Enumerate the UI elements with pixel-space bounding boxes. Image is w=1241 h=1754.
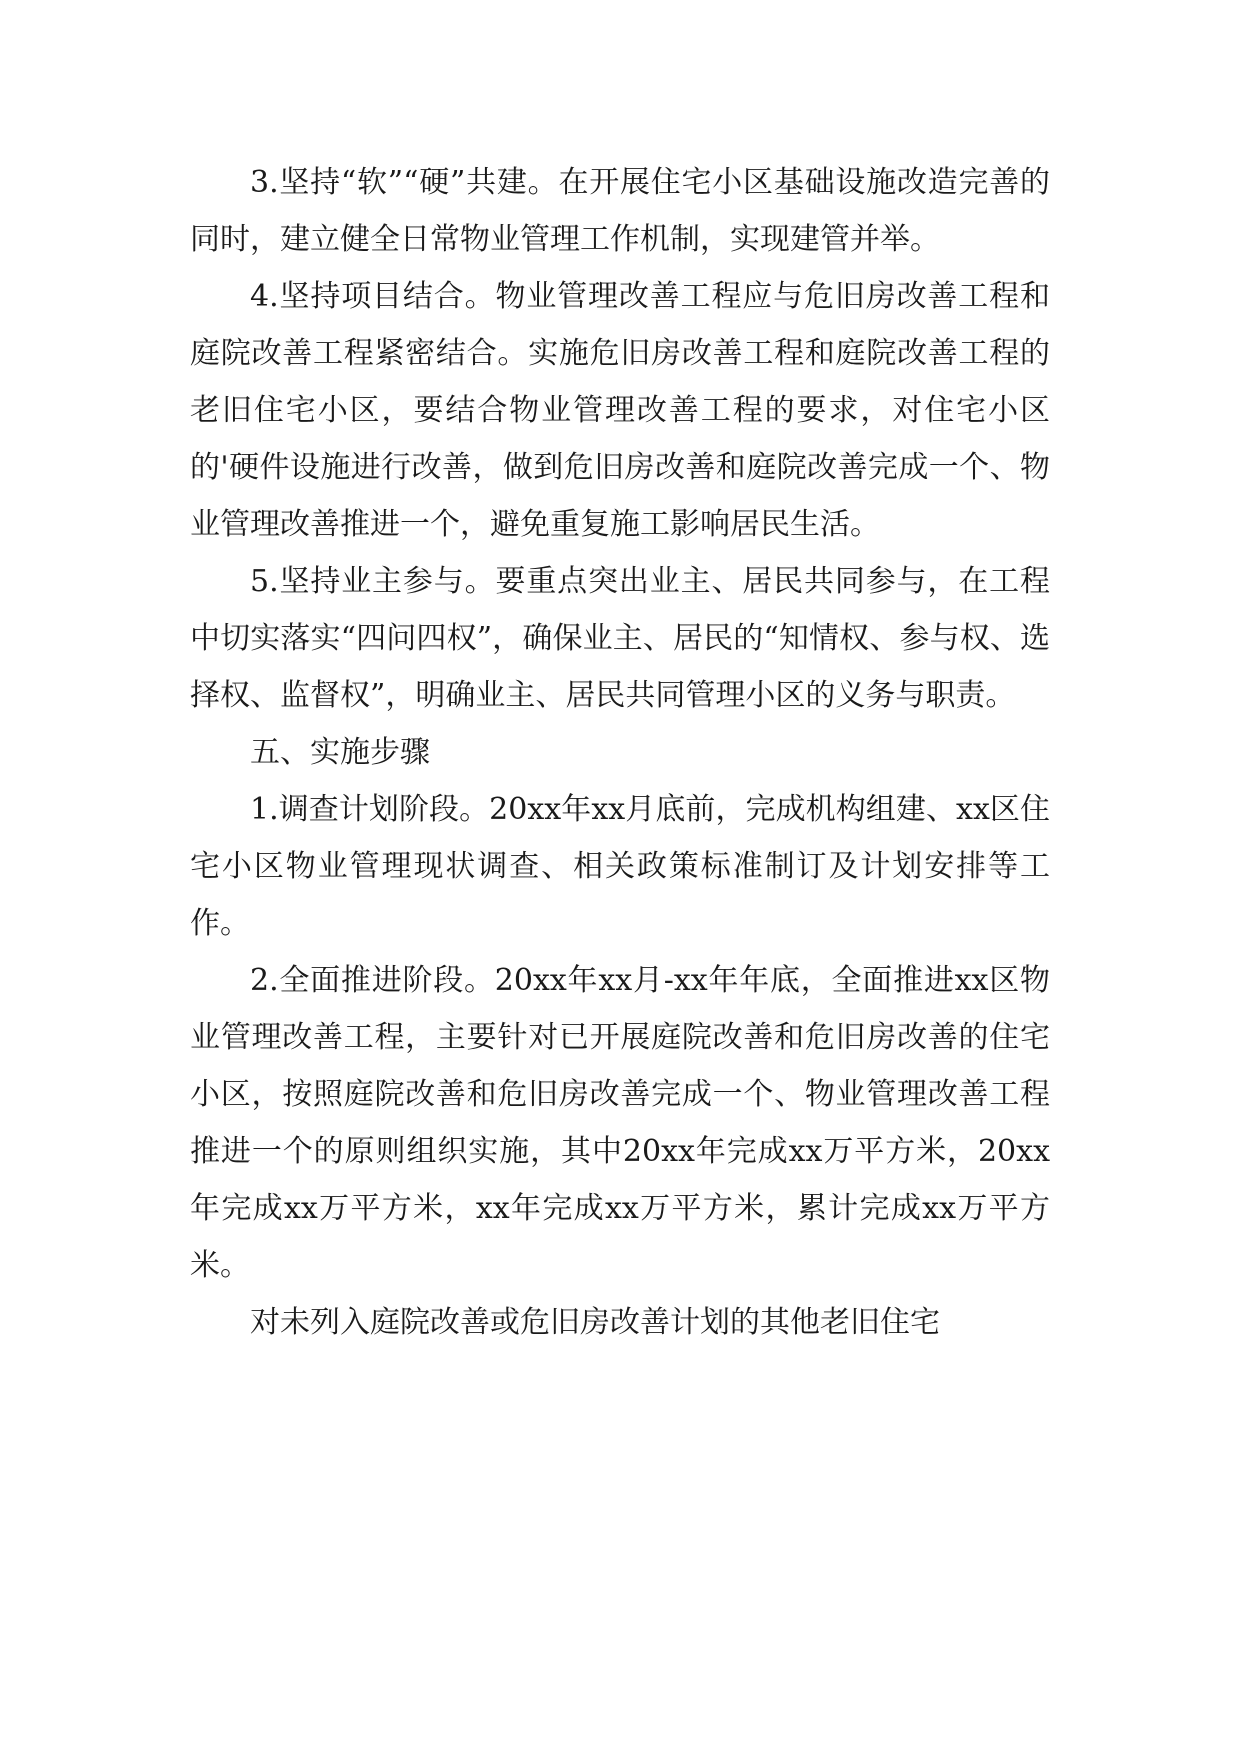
paragraph-principle-3: 3.坚持“软”“硬”共建。在开展住宅小区基础设施改造完善的同时，建立健全日常物业管理工作机制，实现建管并举。 <box>190 165 1050 257</box>
paragraph-step-1: 1.调查计划阶段。20xx年xx月底前，完成机构组建、xx区住宅小区物业管理现状调查、相关政策标准制订及计划安排等工作。 <box>190 792 1050 941</box>
paragraph-principle-5: 5.坚持业主参与。要重点突出业主、居民共同参与，在工程中切实落实“四问四权”，确保业主、居民的“知情权、参与权、选择权、监督权”，明确业主、居民共同管理小区的义务与职责。 <box>190 564 1050 713</box>
document-body <box>190 154 1050 1351</box>
paragraph-principle-4: 4.坚持项目结合。物业管理改善工程应与危旧房改善工程和庭院改善工程紧密结合。实施危旧房改善工程和庭院改善工程的老旧住宅小区，要结合物业管理改善工程的要求，对住宅小区的'硬件设施进行改善，做到危旧房改善和庭院改善完成一个、物业管理改善推进一个，避免重复施工影响居民生活。 <box>190 279 1050 542</box>
paragraph-continuation: 对未列入庭院改善或危旧房改善计划的其他老旧住宅 <box>250 1305 940 1340</box>
paragraph-step-2: 2.全面推进阶段。20xx年xx月-xx年年底，全面推进xx区物业管理改善工程，主要针对已开展庭院改善和危旧房改善的住宅小区，按照庭院改善和危旧房改善完成一个、物业管理改善工程推进一个的原则组织实施，其中20xx年完成xx万平方米，20xx年完成xx万平方米，xx年完成xx万平方米，累计完成xx万平方米。 <box>190 963 1050 1283</box>
section-heading-implementation-steps: 五、实施步骤 <box>250 735 430 770</box>
